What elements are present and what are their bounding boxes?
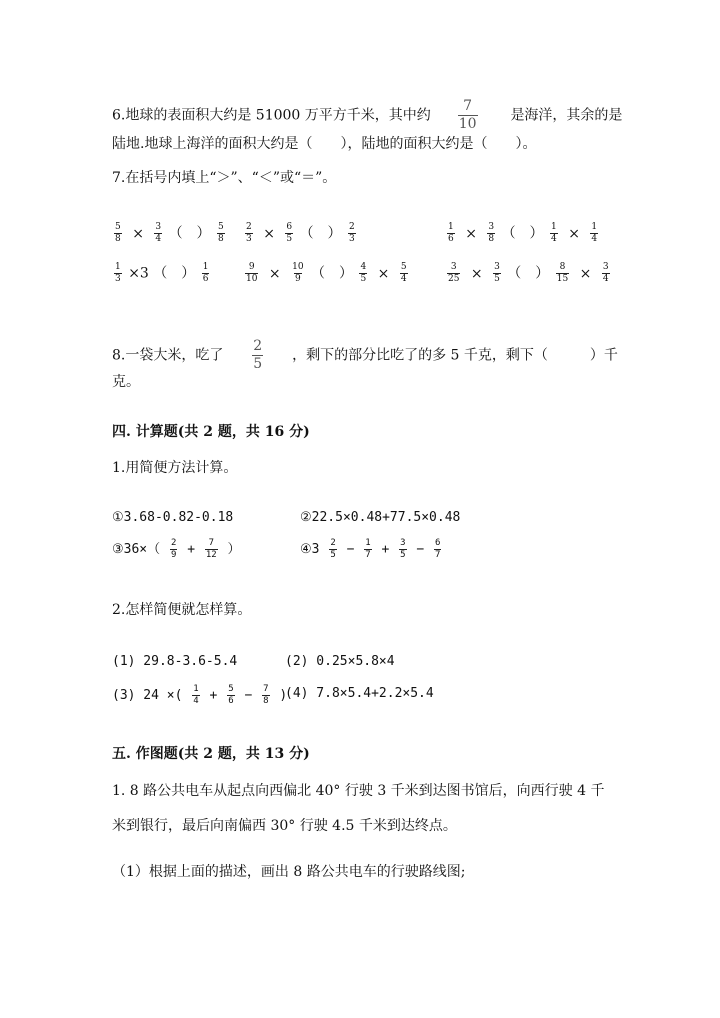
frac-num: 6 <box>286 222 293 232</box>
frac-den: 3 <box>349 234 355 244</box>
frac-den: 15 <box>556 274 569 284</box>
fraction <box>487 222 495 245</box>
times-three: ×3 <box>128 265 149 282</box>
expr-suffix: ) <box>279 688 288 703</box>
fraction <box>602 262 610 285</box>
q6-line2: 陆地.地球上海洋的面积大约是（ ），陆地的面积大约是（ ）。 <box>112 136 537 152</box>
s4-q2-expr3 <box>112 684 287 707</box>
times-sign: × <box>377 265 390 282</box>
frac-num: 1 <box>448 222 454 232</box>
frac-num: 3 <box>488 222 495 232</box>
q8-line1 <box>112 338 618 373</box>
q7-row2-b <box>243 262 410 285</box>
frac-den: 4 <box>193 696 199 706</box>
answer-blank[interactable]: （ ） <box>507 265 550 282</box>
frac-num: 5 <box>218 222 224 232</box>
frac-den: 25 <box>448 274 460 284</box>
frac-den: 5 <box>400 550 406 560</box>
s4-q1-expr3 <box>112 538 241 561</box>
frac-num: 7 <box>208 538 214 548</box>
frac-num: 3 <box>602 262 609 272</box>
frac-den: 9 <box>294 274 301 284</box>
fraction <box>192 684 199 707</box>
fraction <box>590 222 598 245</box>
fraction <box>291 262 304 285</box>
s4-q1-expr2: ②22.5×0.48+77.5×0.48 <box>300 510 461 525</box>
frac-den: 7 <box>435 550 441 560</box>
plus-sign: + <box>209 688 218 703</box>
frac-num: 1 <box>365 538 371 548</box>
frac-num: 3 <box>494 262 500 272</box>
fraction <box>400 262 408 285</box>
q6-frac-num: 7 <box>463 98 473 114</box>
frac-den: 3 <box>246 234 252 244</box>
s5-q1-sub1: （1）根据上面的描述，画出 8 路公共电车的行驶路线图; <box>112 864 466 880</box>
fraction <box>202 262 210 285</box>
q8-frac-den: 5 <box>253 356 263 372</box>
frac-num: 2 <box>349 222 355 232</box>
s4-q2-title: 2.怎样简便就怎样算。 <box>112 602 252 618</box>
frac-num: 5 <box>228 684 234 694</box>
q6-frac-den: 10 <box>458 116 477 132</box>
answer-blank[interactable]: （ ） <box>168 225 211 242</box>
fraction <box>114 222 122 245</box>
frac-num: 1 <box>193 684 199 694</box>
answer-blank[interactable]: （ ） <box>501 225 544 242</box>
section4-heading: 四. 计算题(共 2 题，共 16 分) <box>112 424 310 440</box>
q8-text-part2: ，剩下的部分比吃了的多 5 千克，剩下（ ）千 <box>292 347 618 364</box>
frac-den: 10 <box>246 274 258 284</box>
fraction <box>359 262 367 285</box>
fraction <box>245 262 258 285</box>
s4-q1-title: 1.用简便方法计算。 <box>112 460 238 476</box>
q7-row2-a <box>112 262 211 285</box>
frac-num: 7 <box>263 684 269 694</box>
s4-q2-expr2: (2) 0.25×5.8×4 <box>285 654 395 669</box>
q6-line1 <box>112 98 622 133</box>
times-sign: × <box>579 265 592 282</box>
frac-den: 8 <box>263 696 269 706</box>
s4-q2-expr1: (1) 29.8-3.6-5.4 <box>112 654 238 669</box>
times-sign: × <box>263 225 275 242</box>
frac-num: 1 <box>115 262 121 272</box>
frac-num: 4 <box>360 262 367 272</box>
frac-den: 4 <box>591 234 598 244</box>
fraction <box>245 222 253 245</box>
fraction <box>348 222 356 245</box>
q7-row2-c <box>445 262 612 285</box>
frac-den: 3 <box>115 274 121 284</box>
s4-q1-expr4 <box>300 538 443 561</box>
frac-den: 5 <box>494 274 500 284</box>
frac-den: 4 <box>551 234 557 244</box>
frac-den: 8 <box>488 234 495 244</box>
frac-num: 3 <box>450 262 457 272</box>
frac-den: 6 <box>202 274 209 284</box>
fraction <box>434 538 441 561</box>
frac-num: 2 <box>246 222 252 232</box>
q8-text-part1: 8.一袋大米，吃了 <box>112 347 224 364</box>
fraction <box>227 684 234 707</box>
fraction <box>170 538 177 561</box>
plus-sign: + <box>187 542 196 557</box>
fraction <box>556 262 569 285</box>
fraction <box>447 222 455 245</box>
frac-den: 9 <box>170 550 177 560</box>
frac-num: 2 <box>330 538 336 548</box>
fraction <box>447 262 460 285</box>
fraction <box>205 538 218 561</box>
q6-fraction <box>458 98 478 133</box>
fraction <box>399 538 406 561</box>
frac-num: 10 <box>292 262 304 272</box>
q6-text-part2: 是海洋，其余的是 <box>510 107 623 124</box>
fraction <box>262 684 269 707</box>
frac-den: 4 <box>155 234 162 244</box>
frac-num: 9 <box>248 262 255 272</box>
fraction <box>493 262 501 285</box>
fraction <box>364 538 371 561</box>
q7-row1-b <box>243 222 358 245</box>
frac-num: 2 <box>170 538 177 548</box>
frac-den: 5 <box>360 274 367 284</box>
frac-num: 5 <box>115 222 121 232</box>
frac-num: 1 <box>202 262 209 272</box>
fraction <box>285 222 293 245</box>
q7-title: 7.在括号内填上“＞”、“＜”或“＝”。 <box>112 170 337 186</box>
frac-den: 6 <box>448 234 454 244</box>
section5-heading: 五. 作图题(共 2 题，共 13 分) <box>112 746 310 762</box>
fraction <box>550 222 558 245</box>
frac-den: 8 <box>218 234 224 244</box>
frac-den: 5 <box>330 550 336 560</box>
frac-den: 5 <box>286 234 293 244</box>
minus-sign: − <box>346 542 355 557</box>
s4-q2-expr4: (4) 7.8×5.4+2.2×5.4 <box>285 686 434 701</box>
q8-line2: 克。 <box>112 374 140 390</box>
frac-num: 1 <box>591 222 598 232</box>
s5-q1-line1: 1. 8 路公共电车从起点向西偏北 40° 行驶 3 千米到达图书馆后，向西行驶 4 千 <box>112 783 605 799</box>
frac-num: 1 <box>551 222 557 232</box>
frac-num: 6 <box>435 538 441 548</box>
plus-sign: + <box>381 542 390 557</box>
frac-num: 3 <box>400 538 406 548</box>
q6-text-part1: 6.地球的表面积大约是 51000 万平方千米，其中约 <box>112 107 431 124</box>
q7-row1-c <box>445 222 600 245</box>
times-sign: × <box>268 265 281 282</box>
expr-prefix: ③36×（ <box>112 542 161 557</box>
s4-q1-expr1: ①3.68-0.82-0.18 <box>112 510 234 525</box>
frac-den: 7 <box>365 550 371 560</box>
expr-prefix: ④3 <box>300 542 320 557</box>
frac-den: 6 <box>228 696 234 706</box>
q7-row1-a <box>112 222 227 245</box>
fraction <box>114 262 122 285</box>
frac-num: 5 <box>400 262 407 272</box>
expr-suffix: ） <box>227 542 241 557</box>
frac-den: 4 <box>602 274 609 284</box>
frac-num: 8 <box>559 262 566 272</box>
times-sign: × <box>465 225 477 242</box>
times-sign: × <box>132 225 144 242</box>
times-sign: × <box>568 225 580 242</box>
s5-q1-line2: 米到银行，最后向南偏西 30° 行驶 4.5 千米到达终点。 <box>112 818 457 834</box>
frac-num: 3 <box>155 222 162 232</box>
minus-sign: − <box>244 688 253 703</box>
frac-den: 4 <box>400 274 407 284</box>
answer-blank[interactable]: （ ） <box>311 265 353 282</box>
minus-sign: − <box>416 542 425 557</box>
fraction <box>154 222 162 245</box>
fraction <box>329 538 336 561</box>
answer-blank[interactable]: （ ） <box>153 265 196 282</box>
times-sign: × <box>470 265 483 282</box>
expr-prefix: (3) 24 ×( <box>112 688 183 703</box>
frac-den: 12 <box>205 550 217 560</box>
answer-blank[interactable]: （ ） <box>299 225 342 242</box>
fraction <box>217 222 225 245</box>
frac-den: 8 <box>115 234 121 244</box>
q8-fraction <box>252 338 263 373</box>
q8-frac-num: 2 <box>253 338 263 354</box>
